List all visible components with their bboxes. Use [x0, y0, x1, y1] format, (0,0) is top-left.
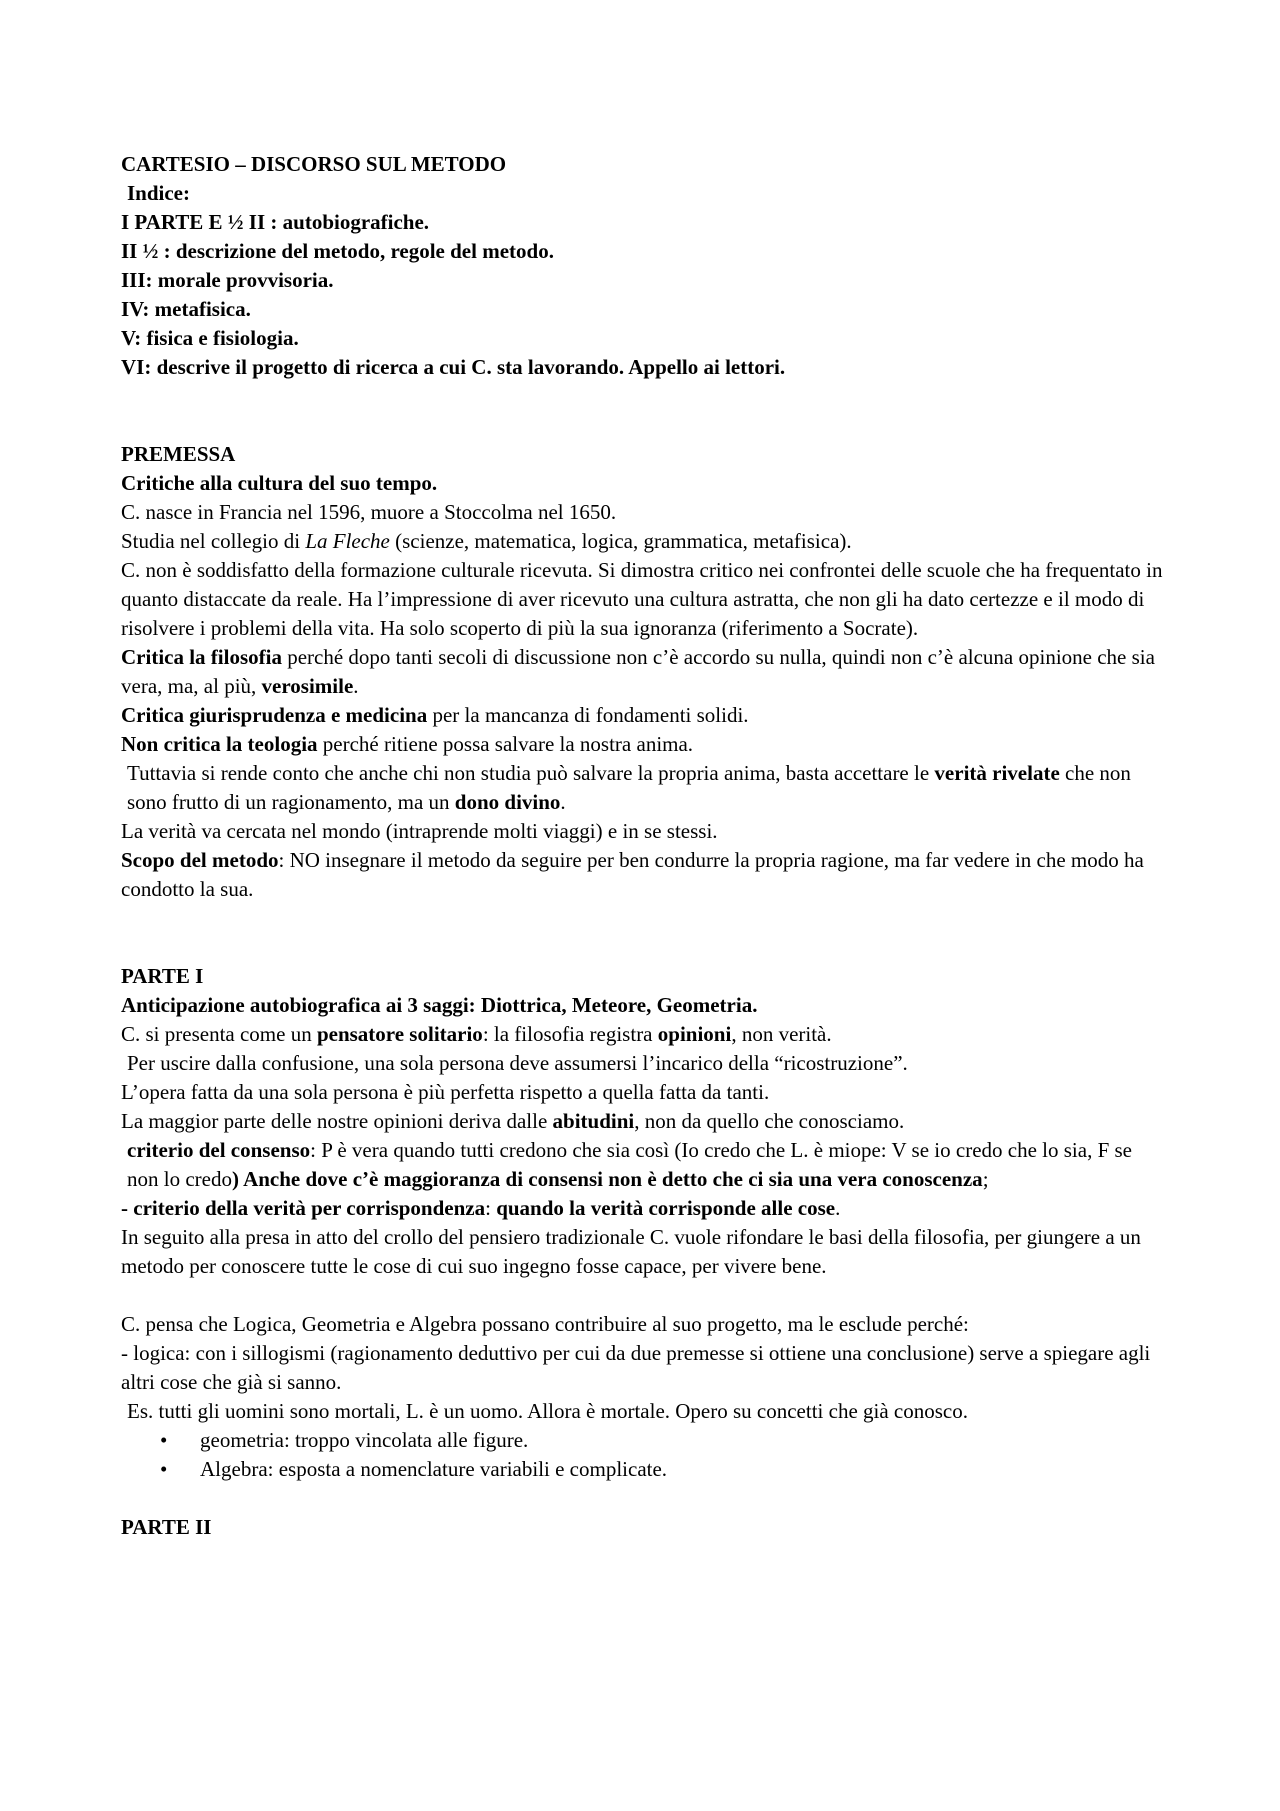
list-item: • Algebra: esposta a nomenclature variabili e complicate. — [121, 1455, 1166, 1484]
bold-text: ) Anche dove c’è maggioranza di consensi non è detto che ci sia una vera conoscenza — [231, 1167, 983, 1191]
bold-text: Scopo del metodo — [121, 848, 279, 872]
bold-text: Non critica la teologia — [121, 732, 318, 756]
bullet-icon: • — [160, 1428, 168, 1452]
paragraph: Non critica la teologia perché ritiene possa salvare la nostra anima. — [121, 732, 694, 756]
section-heading-premessa: PREMESSA — [121, 442, 236, 466]
paragraph: In seguito alla presa in atto del crollo del pensiero tradizionale C. vuole rifondare le basi della filosofia, per giungere a un metodo per conoscere tutte le cose di cui suo ingegno fosse capace, per vivere bene. — [121, 1225, 1141, 1278]
paragraph: Studia nel collegio di La Fleche (scienze, matematica, logica, grammatica, metafisica). — [121, 529, 852, 553]
paragraph: C. si presenta come un pensatore solitario: la filosofia registra opinioni, non verità. — [121, 1022, 832, 1046]
bold-text: pensatore solitario — [316, 1022, 483, 1046]
section-heading-parte-2: PARTE II — [121, 1515, 212, 1539]
paragraph: Critica giurisprudenza e medicina per la mancanza di fondamenti solidi. — [121, 703, 749, 727]
index-item: I PARTE E ½ II : autobiografiche. — [121, 210, 430, 234]
paragraph: - logica: con i sillogismi (ragionamento deduttivo per cui da due premesse si ottiene una conclusione) serve a spiegare agli altri cose che già si sanno. — [121, 1341, 1151, 1394]
paragraph: C. non è soddisfatto della formazione culturale ricevuta. Si dimostra critico nei confrontei delle scuole che ha frequentato in quanto distaccate da reale. Ha l’impressione di aver ricevuto una cultura astratta, che non gli ha dato certezze e il modo di risolvere i problemi della vita. Ha solo scoperto di più la sua ignoranza (riferimento a Socrate). — [121, 558, 1163, 640]
paragraph: criterio del consenso: P è vera quando tutti credono che sia così (Io credo che L. è miope: V se io credo che lo sia, F se non lo credo) Anche dove c’è maggioranza di consensi non è detto che ci sia una vera conoscenza; — [127, 1138, 1132, 1191]
paragraph: Scopo del metodo: NO insegnare il metodo da seguire per ben condurre la propria ragione, ma far vedere in che modo ha condotto la sua. — [121, 848, 1144, 901]
section-subheading: Critiche alla cultura del suo tempo. — [121, 471, 438, 495]
section-subheading: Anticipazione autobiografica ai 3 saggi: Diottrica, Meteore, Geometria. — [121, 993, 758, 1017]
spacer — [121, 382, 1166, 440]
index-item: VI: descrive il progetto di ricerca a cui C. sta lavorando. Appello ai lettori. — [121, 355, 786, 379]
bold-text: quando la verità corrisponde alle cose — [496, 1196, 836, 1220]
spacer — [121, 904, 1166, 962]
paragraph: La maggior parte delle nostre opinioni deriva dalle abitudini, non da quello che conosciamo. — [121, 1109, 905, 1133]
paragraph: C. pensa che Logica, Geometria e Algebra possano contribuire al suo progetto, ma le esclude perché: — [121, 1312, 969, 1336]
bold-text: dono divino — [454, 790, 561, 814]
paragraph: La verità va cercata nel mondo (intraprende molti viaggi) e in se stessi. — [121, 819, 718, 843]
italic-text: La Fleche — [305, 529, 390, 553]
bullet-list — [121, 1426, 1166, 1484]
bold-text: - criterio della verità per corrispondenza — [121, 1196, 486, 1220]
bold-text: criterio del consenso — [127, 1138, 311, 1162]
bold-text: Critica la filosofia — [121, 645, 282, 669]
paragraph: Per uscire dalla confusione, una sola persona deve assumersi l’incarico della “ricostruzione”. — [127, 1051, 908, 1075]
section-heading-parte-1: PARTE I — [121, 964, 204, 988]
spacer — [121, 1484, 1166, 1513]
index-item: III: morale provvisoria. — [121, 268, 334, 292]
paragraph: Es. tutti gli uomini sono mortali, L. è un uomo. Allora è mortale. Opero su concetti che già conosco. — [127, 1399, 968, 1423]
paragraph: - criterio della verità per corrispondenza: quando la verità corrisponde alle cose. — [121, 1196, 841, 1220]
index-item: V: fisica e fisiologia. — [121, 326, 299, 350]
paragraph: C. nasce in Francia nel 1596, muore a Stoccolma nel 1650. — [121, 500, 617, 524]
document-page — [121, 150, 1166, 1542]
bold-text: verità rivelate — [934, 761, 1060, 785]
paragraph: Critica la filosofia perché dopo tanti secoli di discussione non c’è accordo su nulla, quindi non c’è alcuna opinione che sia vera, ma, al più, verosimile. — [121, 645, 1155, 698]
paragraph: L’opera fatta da una sola persona è più perfetta rispetto a quella fatta da tanti. — [121, 1080, 770, 1104]
index-item: II ½ : descrizione del metodo, regole del metodo. — [121, 239, 554, 263]
list-item: • geometria: troppo vincolata alle figure. — [121, 1426, 1166, 1455]
bold-text: Critica giurisprudenza e medicina — [121, 703, 428, 727]
bold-text: abitudini — [552, 1109, 635, 1133]
document-title: CARTESIO – DISCORSO SUL METODO — [121, 152, 507, 176]
bold-text: opinioni — [657, 1022, 732, 1046]
spacer — [121, 1281, 1166, 1310]
index-item: IV: metafisica. — [121, 297, 251, 321]
paragraph: Tuttavia si rende conto che anche chi non studia può salvare la propria anima, basta accettare le verità rivelate che non sono frutto di un ragionamento, ma un dono divino. — [127, 761, 1131, 814]
index-label: Indice: — [127, 181, 190, 205]
bold-text: verosimile — [261, 674, 354, 698]
bullet-icon: • — [160, 1457, 168, 1481]
